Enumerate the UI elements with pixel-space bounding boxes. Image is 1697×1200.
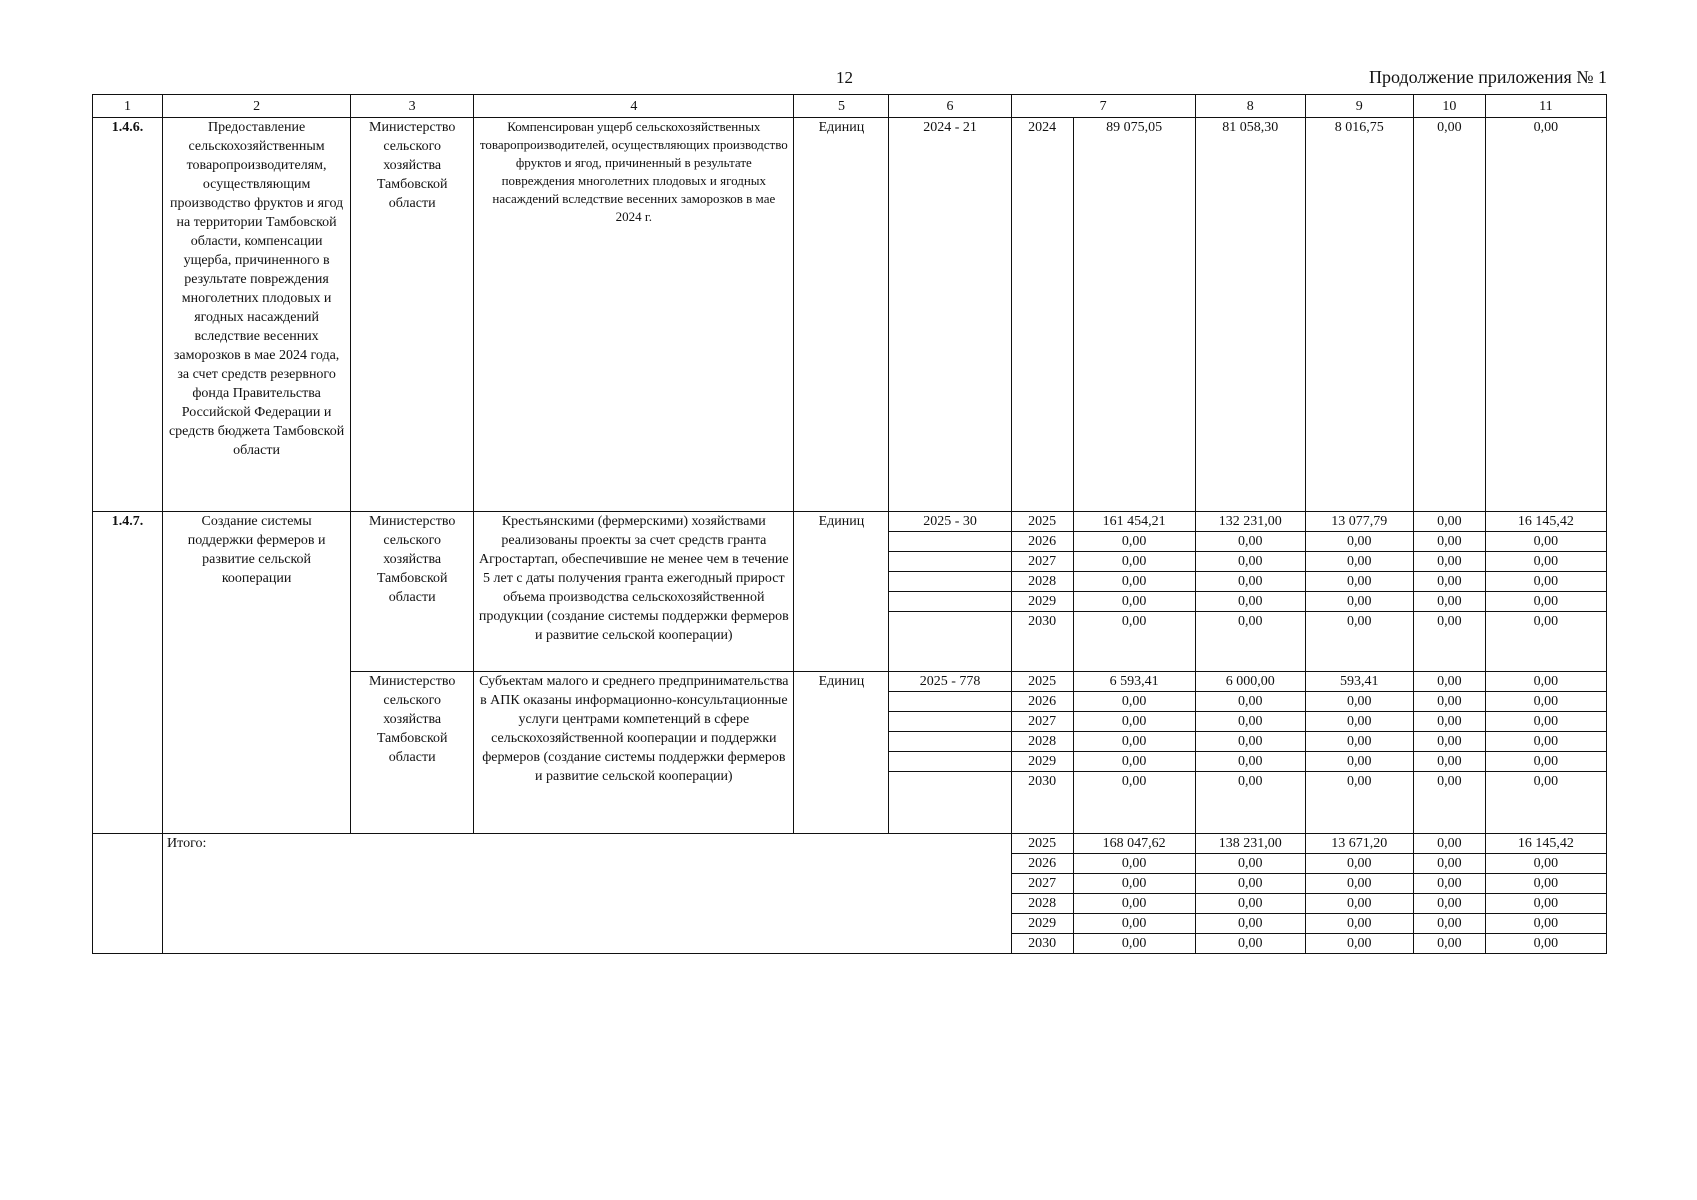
header-cell: 5: [794, 95, 889, 118]
item-col8: 0,00: [1195, 552, 1305, 572]
item-col9: 13 077,79: [1305, 512, 1413, 532]
item-col11: 0,00: [1485, 592, 1606, 612]
total-year: 2026: [1011, 854, 1073, 874]
item-col11: 0,00: [1485, 532, 1606, 552]
item-col9: 0,00: [1305, 552, 1413, 572]
item-target: 2024 - 21: [889, 118, 1011, 512]
item-name: Предоставление сельскохозяйственным товаропроизводителям, осуществляющим производство фруктов и ягод на территории Тамбовской области, компенсации ущерба, причиненного в результате повреждения многолетних плодовых и ягодных насаждений вследствие весенних заморозков в мае 2024 года, за счет средств резервного фонда Правительства Российской Федерации и средств бюджета Тамбовской области: [163, 118, 351, 512]
item-col8: 132 231,00: [1195, 512, 1305, 532]
total-col8: 0,00: [1195, 854, 1305, 874]
item-executor: Министерство сельского хозяйства Тамбовской области: [351, 512, 474, 672]
total-year: 2027: [1011, 874, 1073, 894]
header-cell: 9: [1305, 95, 1413, 118]
total-col9: 0,00: [1305, 934, 1413, 954]
item-col7: 0,00: [1073, 692, 1195, 712]
item-col8: 81 058,30: [1195, 118, 1305, 512]
item-col11: 0,00: [1485, 772, 1606, 834]
item-col11: 0,00: [1485, 118, 1606, 512]
item-col11: 0,00: [1485, 732, 1606, 752]
item-year: 2029: [1011, 752, 1073, 772]
item-col7: 6 593,41: [1073, 672, 1195, 692]
item-col8: 0,00: [1195, 532, 1305, 552]
total-col10: 0,00: [1413, 834, 1485, 854]
item-year: 2024: [1011, 118, 1073, 512]
total-year: 2025: [1011, 834, 1073, 854]
total-col9: 0,00: [1305, 894, 1413, 914]
item-year: 2025: [1011, 512, 1073, 532]
empty-cell: [889, 772, 1011, 834]
item-col7: 0,00: [1073, 552, 1195, 572]
total-col10: 0,00: [1413, 934, 1485, 954]
item-col7: 161 454,21: [1073, 512, 1195, 532]
item-year: 2026: [1011, 532, 1073, 552]
item-col8: 0,00: [1195, 772, 1305, 834]
item-number: 1.4.7.: [93, 512, 163, 834]
total-col11: 0,00: [1485, 934, 1606, 954]
item-col11: 0,00: [1485, 712, 1606, 732]
empty-cell: [889, 692, 1011, 712]
item-col7: 0,00: [1073, 592, 1195, 612]
item-col8: 0,00: [1195, 752, 1305, 772]
item-col10: 0,00: [1413, 592, 1485, 612]
item-col9: 0,00: [1305, 592, 1413, 612]
item-col7: 0,00: [1073, 772, 1195, 834]
item-col9: 0,00: [1305, 692, 1413, 712]
empty-cell: [889, 612, 1011, 672]
item-result: Компенсирован ущерб сельскохозяйственных товаропроизводителей, осуществляющих производство фруктов и ягод, причиненный в результате повреждения многолетних плодовых и ягодных насаждений вследствие весенних заморозков в мае 2024 г.: [474, 118, 794, 512]
item-year: 2027: [1011, 552, 1073, 572]
item-year: 2025: [1011, 672, 1073, 692]
item-col10: 0,00: [1413, 118, 1485, 512]
empty-cell: [889, 592, 1011, 612]
item-col11: 0,00: [1485, 572, 1606, 592]
header-cell: 2: [163, 95, 351, 118]
item-col10: 0,00: [1413, 512, 1485, 532]
item-col10: 0,00: [1413, 732, 1485, 752]
item-col8: 0,00: [1195, 592, 1305, 612]
item-year: 2026: [1011, 692, 1073, 712]
item-year: 2028: [1011, 732, 1073, 752]
total-col7: 0,00: [1073, 934, 1195, 954]
item-col8: 0,00: [1195, 612, 1305, 672]
item-result: Субъектам малого и среднего предпринимательства в АПК оказаны информационно-консультационные услуги центрами компетенций в сфере сельскохозяйственной кооперации и поддержки фермеров (создание системы поддержки фермеров и развитие сельской кооперации): [474, 672, 794, 834]
total-col8: 138 231,00: [1195, 834, 1305, 854]
item-col7: 0,00: [1073, 752, 1195, 772]
total-col10: 0,00: [1413, 874, 1485, 894]
appendix-table: [92, 94, 1607, 954]
item-col10: 0,00: [1413, 552, 1485, 572]
item-executor: Министерство сельского хозяйства Тамбовской области: [351, 672, 474, 834]
total-year: 2030: [1011, 934, 1073, 954]
item-col11: 16 145,42: [1485, 512, 1606, 532]
item-col7: 0,00: [1073, 572, 1195, 592]
item-number: 1.4.6.: [93, 118, 163, 512]
total-col8: 0,00: [1195, 914, 1305, 934]
item-col8: 0,00: [1195, 732, 1305, 752]
total-col7: 0,00: [1073, 894, 1195, 914]
total-col10: 0,00: [1413, 854, 1485, 874]
item-col9: 8 016,75: [1305, 118, 1413, 512]
item-col11: 0,00: [1485, 752, 1606, 772]
item-unit: Единиц: [794, 512, 889, 672]
header-cell: 4: [474, 95, 794, 118]
header-cell: 7: [1011, 95, 1195, 118]
total-col9: 0,00: [1305, 854, 1413, 874]
page-number: 12: [836, 68, 853, 87]
empty-cell: [889, 712, 1011, 732]
total-col10: 0,00: [1413, 914, 1485, 934]
total-col8: 0,00: [1195, 874, 1305, 894]
item-col9: 0,00: [1305, 772, 1413, 834]
total-col7: 0,00: [1073, 874, 1195, 894]
item-col10: 0,00: [1413, 752, 1485, 772]
empty-cell: [889, 532, 1011, 552]
total-col11: 0,00: [1485, 914, 1606, 934]
item-col10: 0,00: [1413, 612, 1485, 672]
item-year: 2030: [1011, 612, 1073, 672]
item-col9: 0,00: [1305, 712, 1413, 732]
item-year: 2029: [1011, 592, 1073, 612]
item-col11: 0,00: [1485, 692, 1606, 712]
item-col7: 89 075,05: [1073, 118, 1195, 512]
item-col11: 0,00: [1485, 552, 1606, 572]
header-cell: 10: [1413, 95, 1485, 118]
empty-cell: [93, 834, 163, 954]
item-col8: 6 000,00: [1195, 672, 1305, 692]
total-col7: 0,00: [1073, 854, 1195, 874]
item-unit: Единиц: [794, 672, 889, 834]
item-col7: 0,00: [1073, 712, 1195, 732]
total-year: 2029: [1011, 914, 1073, 934]
total-col9: 0,00: [1305, 874, 1413, 894]
item-target: 2025 - 778: [889, 672, 1011, 692]
item-col7: 0,00: [1073, 612, 1195, 672]
item-col10: 0,00: [1413, 772, 1485, 834]
item-col9: 593,41: [1305, 672, 1413, 692]
item-year: 2028: [1011, 572, 1073, 592]
total-col7: 0,00: [1073, 914, 1195, 934]
header-cell: 6: [889, 95, 1011, 118]
item-col10: 0,00: [1413, 692, 1485, 712]
header-cell: 1: [93, 95, 163, 118]
item-col7: 0,00: [1073, 732, 1195, 752]
item-col9: 0,00: [1305, 752, 1413, 772]
item-unit: Единиц: [794, 118, 889, 512]
header-cell: 8: [1195, 95, 1305, 118]
table-row: [93, 118, 1607, 512]
item-col8: 0,00: [1195, 572, 1305, 592]
header-cell: 3: [351, 95, 474, 118]
total-col8: 0,00: [1195, 894, 1305, 914]
item-col10: 0,00: [1413, 672, 1485, 692]
total-col9: 13 671,20: [1305, 834, 1413, 854]
item-year: 2027: [1011, 712, 1073, 732]
item-col9: 0,00: [1305, 612, 1413, 672]
total-col11: 16 145,42: [1485, 834, 1606, 854]
total-col11: 0,00: [1485, 874, 1606, 894]
item-col8: 0,00: [1195, 692, 1305, 712]
item-col8: 0,00: [1195, 712, 1305, 732]
item-year: 2030: [1011, 772, 1073, 834]
item-name: Создание системы поддержки фермеров и развитие сельской кооперации: [163, 512, 351, 834]
total-year: 2028: [1011, 894, 1073, 914]
item-col11: 0,00: [1485, 672, 1606, 692]
total-col11: 0,00: [1485, 854, 1606, 874]
table-row: [93, 512, 1607, 532]
total-col9: 0,00: [1305, 914, 1413, 934]
item-col10: 0,00: [1413, 712, 1485, 732]
item-col11: 0,00: [1485, 612, 1606, 672]
total-row: [93, 834, 1607, 854]
empty-cell: [889, 732, 1011, 752]
item-col10: 0,00: [1413, 532, 1485, 552]
total-label: Итого:: [163, 834, 1012, 954]
empty-cell: [889, 572, 1011, 592]
item-target: 2025 - 30: [889, 512, 1011, 532]
item-col10: 0,00: [1413, 572, 1485, 592]
item-executor: Министерство сельского хозяйства Тамбовской области: [351, 118, 474, 512]
item-col9: 0,00: [1305, 732, 1413, 752]
item-result: Крестьянскими (фермерскими) хозяйствами реализованы проекты за счет средств гранта Агростартап, обеспечившие не менее чем в течение 5 лет с даты получения гранта ежегодный прирост объема производства сельскохозяйственной продукции (создание системы поддержки фермеров и развитие сельской кооперации): [474, 512, 794, 672]
appendix-note: Продолжение приложения № 1: [1368, 67, 1607, 87]
header-row: [93, 95, 1607, 118]
header-cell: 11: [1485, 95, 1606, 118]
total-col8: 0,00: [1195, 934, 1305, 954]
item-col9: 0,00: [1305, 532, 1413, 552]
item-col9: 0,00: [1305, 572, 1413, 592]
empty-cell: [889, 552, 1011, 572]
total-col11: 0,00: [1485, 894, 1606, 914]
total-col7: 168 047,62: [1073, 834, 1195, 854]
total-col10: 0,00: [1413, 894, 1485, 914]
item-col7: 0,00: [1073, 532, 1195, 552]
empty-cell: [889, 752, 1011, 772]
